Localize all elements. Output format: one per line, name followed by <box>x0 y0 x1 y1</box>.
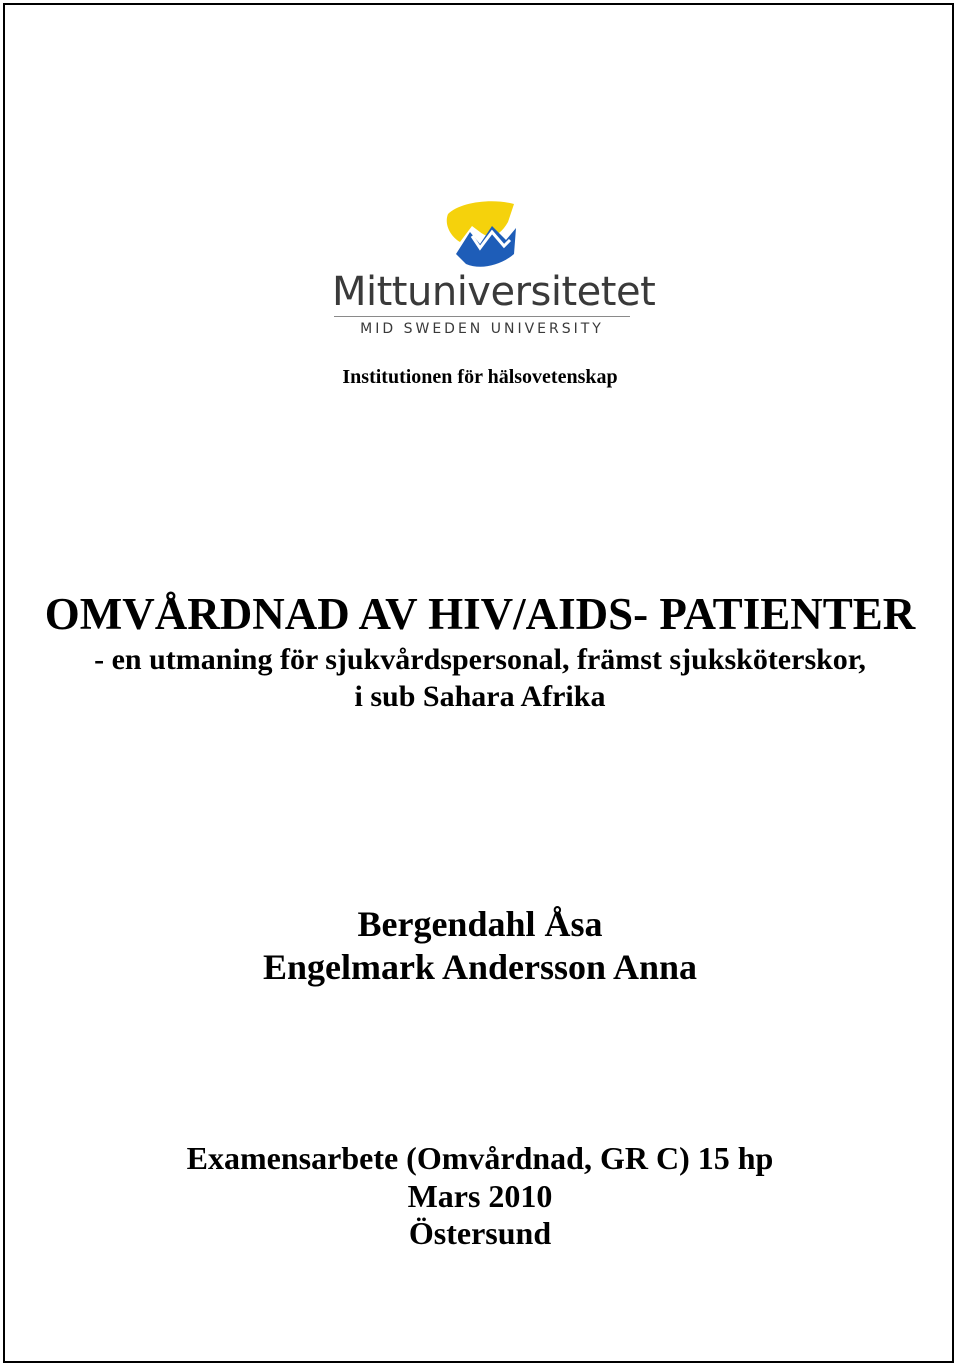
publication-date: Mars 2010 <box>407 1178 553 1214</box>
author-2: Engelmark Andersson Anna <box>262 947 698 987</box>
publication-place: Östersund <box>408 1215 552 1251</box>
document-subtitle-line-2: i sub Sahara Afrika <box>354 680 606 713</box>
document-title: OMVÅRDNAD AV HIV/AIDS- PATIENTER <box>44 589 916 639</box>
institution-name: Institutionen för hälsovetenskap <box>342 366 618 388</box>
document-subtitle-line-1: - en utmaning för sjukvårdspersonal, främst sjuksköterskor, <box>94 643 866 676</box>
logo-tagline: MID SWEDEN UNIVERSITY <box>360 321 604 337</box>
author-1: Bergendahl Åsa <box>357 904 603 944</box>
logo-wordmark: Mittuniversitetet <box>332 269 656 315</box>
course-info: Examensarbete (Omvårdnad, GR C) 15 hp <box>186 1140 774 1176</box>
logo-divider <box>334 316 630 317</box>
university-logo <box>332 196 656 342</box>
university-logo-emblem <box>332 196 632 272</box>
